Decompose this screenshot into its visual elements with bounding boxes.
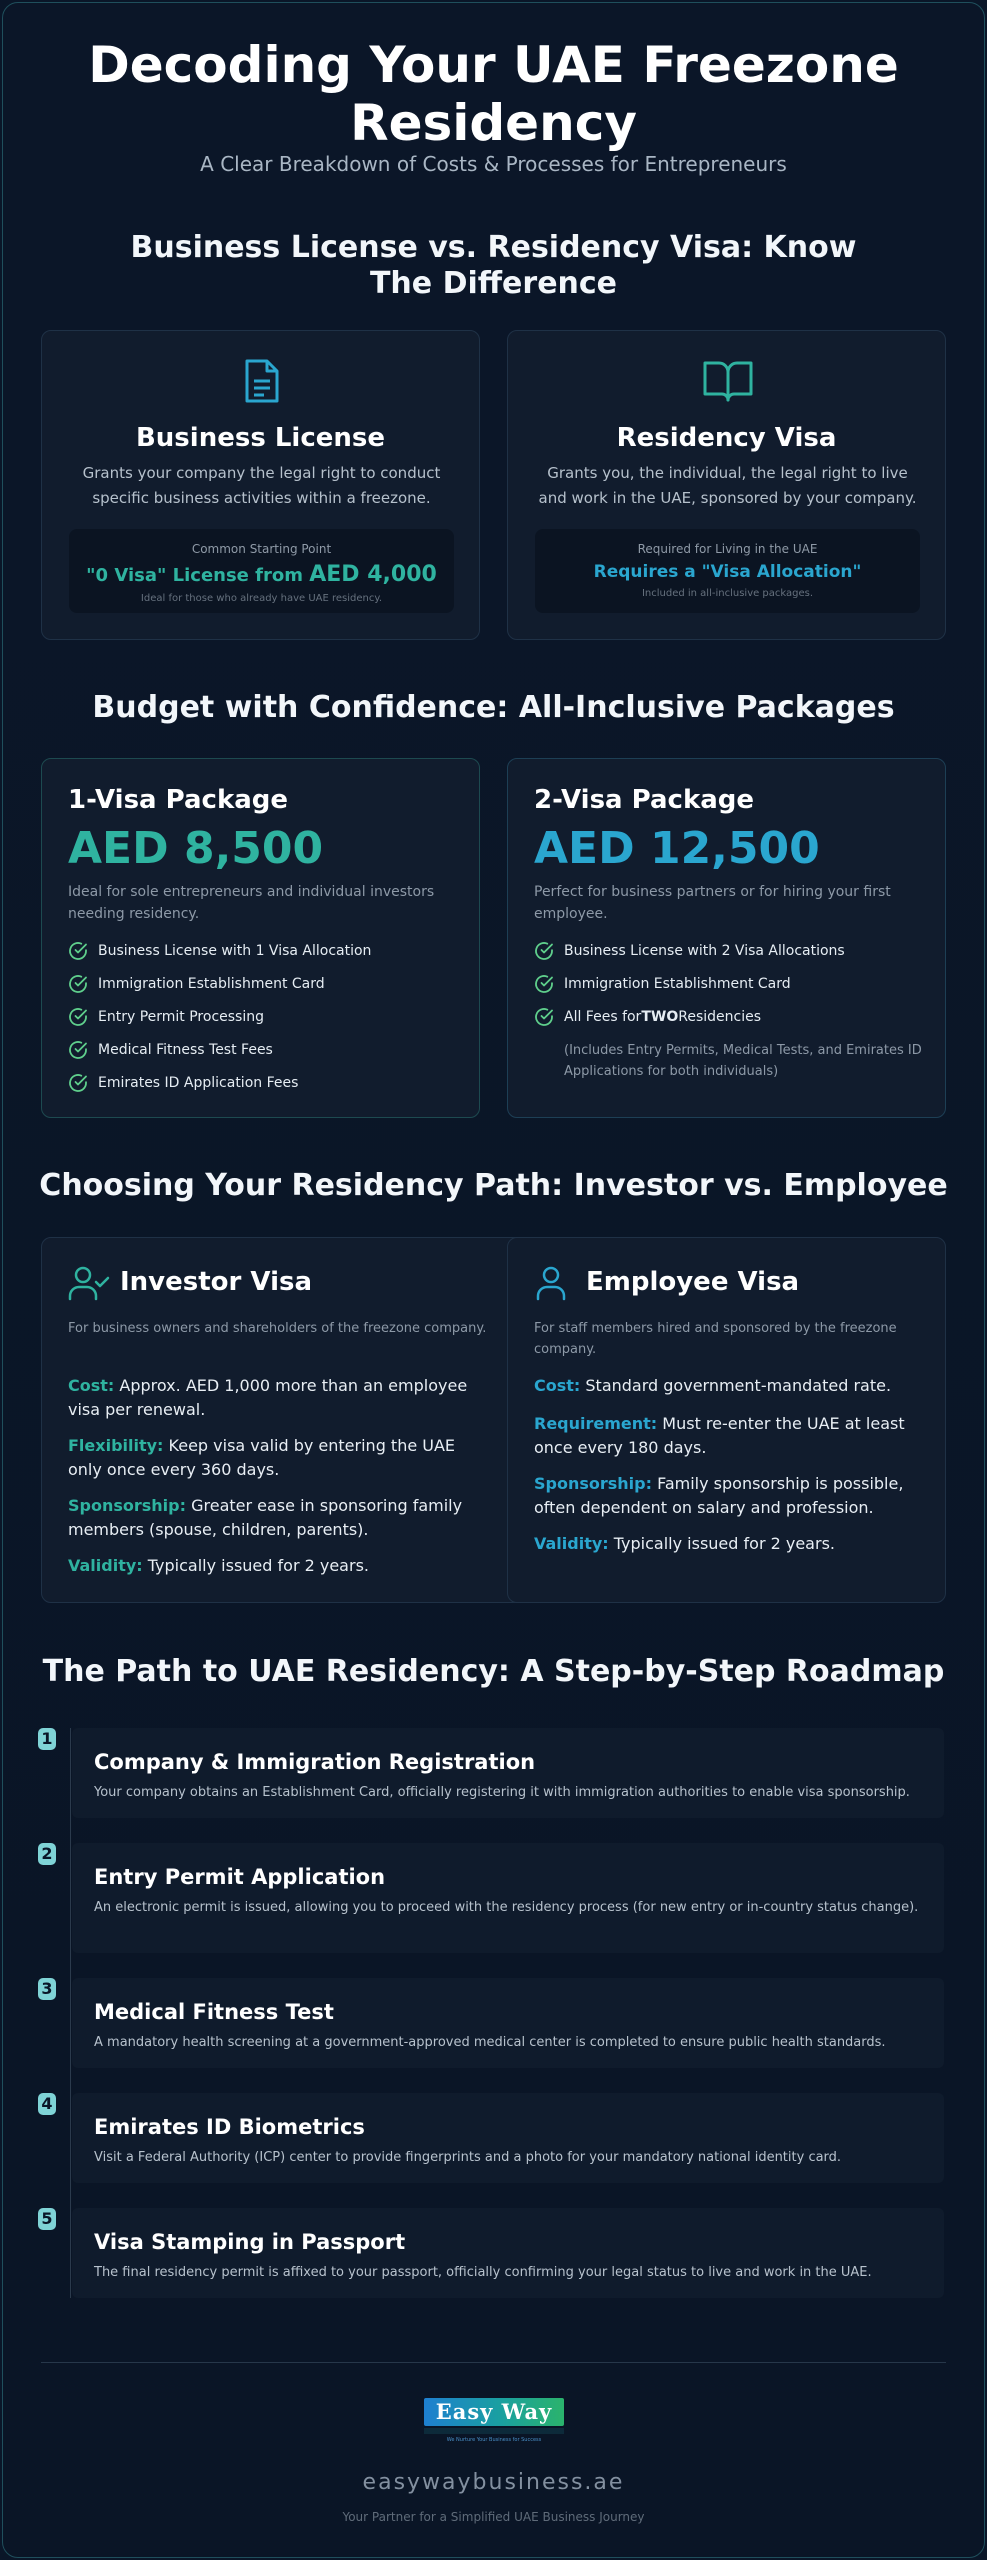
residency-visa-card (507, 330, 946, 640)
license-box-heading: Common Starting Point (191, 542, 332, 556)
investor-visa-title: Investor Visa (120, 1267, 313, 1297)
page-subtitle: A Clear Breakdown of Costs & Processes for Entrepreneurs (200, 152, 787, 176)
roadmap-step (72, 2093, 944, 2183)
logo-tagline: We Nurture Your Business for Success (446, 2437, 542, 2443)
step-desc: An electronic permit is issued, allowing you to proceed with the residency process (for new entry or in-country status change). (94, 1900, 919, 1915)
package-feature (68, 1040, 273, 1060)
license-starting-point-box (69, 529, 454, 613)
residency-visa-title: Residency Visa (616, 423, 837, 453)
investor-visa-card (41, 1237, 526, 1603)
package-feature (68, 1007, 264, 1027)
check-circle-icon (68, 941, 88, 961)
check-circle-icon (68, 974, 88, 994)
detail-text: Must re-enter the UAE at least once every 180 days. (534, 1414, 905, 1457)
license-box-price-line (69, 562, 454, 587)
company-logo (424, 2398, 564, 2448)
visa-box-requirement: Requires a "Visa Allocation" (593, 562, 862, 582)
step-desc: Visit a Federal Authority (ICP) center to provide fingerprints and a photo for your mandatory national identity card. (94, 2150, 842, 2165)
detail-text: Family sponsorship is possible, often dependent on salary and profession. (534, 1474, 904, 1517)
step-desc: Your company obtains an Establishment Card, officially registering it with immigration authorities to enable visa sponsorship. (94, 1785, 910, 1800)
visa-box-note: Included in all-inclusive packages. (641, 588, 814, 599)
detail-text: Standard government-mandated rate. (580, 1376, 892, 1395)
feature-label: Immigration Establishment Card (98, 976, 325, 992)
detail-label: Requirement: (534, 1414, 658, 1433)
detail-label: Cost: (534, 1376, 581, 1395)
detail-label: Sponsorship: (534, 1474, 653, 1493)
detail-item (534, 1412, 924, 1460)
detail-text: Typically issued for 2 years. (142, 1556, 369, 1575)
detail-item (534, 1374, 924, 1398)
budget-section-title: Budget with Confidence: All-Inclusive Packages (92, 690, 895, 725)
two-visa-package-card (507, 758, 946, 1118)
fee-suffix: Residencies (678, 1009, 761, 1025)
detail-item (68, 1494, 488, 1542)
detail-text: Greater ease in sponsoring family members (spouse, children, parents). (68, 1496, 463, 1539)
step-number-badge: 1 (38, 1728, 56, 1750)
detail-item (68, 1434, 488, 1482)
document-icon (242, 357, 282, 405)
license-box-price: AED 4,000 (309, 562, 437, 587)
detail-label: Validity: (534, 1534, 609, 1553)
one-visa-desc: Ideal for sole entrepreneurs and individual investors needing residency. (68, 884, 435, 922)
user-check-icon (68, 1266, 110, 1302)
step-title: Medical Fitness Test (94, 2000, 334, 2024)
difference-section-title: Business License vs. Residency Visa: Know The Difference (130, 230, 857, 301)
page-title: Decoding Your UAE Freezone Residency (88, 36, 899, 152)
employee-visa-title: Employee Visa (586, 1267, 800, 1297)
fee-bold: TWO (641, 1009, 679, 1025)
detail-label: Flexibility: (68, 1436, 164, 1455)
feature-label: Entry Permit Processing (98, 1009, 264, 1025)
employee-visa-desc: For staff members hired and sponsored by the freezone company. (534, 1321, 897, 1357)
open-book-icon (702, 359, 754, 403)
footer-tagline: Your Partner for a Simplified UAE Business Journey (342, 2510, 645, 2524)
check-circle-icon (68, 1040, 88, 1060)
detail-item (68, 1374, 488, 1422)
detail-label: Sponsorship: (68, 1496, 187, 1515)
step-desc: The final residency permit is affixed to your passport, officially confirming your legal status to live and work in the UAE. (94, 2265, 872, 2280)
step-title: Visa Stamping in Passport (94, 2230, 406, 2254)
roadmap-step (72, 2208, 944, 2298)
step-number-badge: 5 (38, 2208, 56, 2230)
check-circle-icon (534, 941, 554, 961)
detail-text: Approx. AED 1,000 more than an employee visa per renewal. (68, 1376, 468, 1419)
one-visa-title: 1-Visa Package (68, 785, 289, 815)
package-feature (68, 1073, 298, 1093)
feature-label: Business License with 2 Visa Allocations (564, 943, 845, 959)
roadmap-section-title: The Path to UAE Residency: A Step-by-Step Roadmap (42, 1654, 945, 1689)
roadmap-timeline-line (70, 1728, 71, 2298)
roadmap-step (72, 1843, 944, 1953)
check-circle-icon (534, 974, 554, 994)
package-feature (534, 974, 791, 994)
detail-item (534, 1532, 924, 1556)
step-number-badge: 4 (38, 2093, 56, 2115)
roadmap-step (72, 1978, 944, 2068)
license-box-note: Ideal for those who already have UAE residency. (140, 593, 383, 604)
step-number-badge: 2 (38, 1843, 56, 1865)
check-circle-icon (68, 1073, 88, 1093)
two-visa-title: 2-Visa Package (534, 785, 755, 815)
step-desc: A mandatory health screening at a government-approved medical center is completed to ensure public health standards. (94, 2035, 886, 2050)
step-title: Entry Permit Application (94, 1865, 386, 1889)
package-feature (68, 941, 371, 961)
package-feature (68, 974, 325, 994)
feature-label: Emirates ID Application Fees (98, 1075, 299, 1091)
residency-visa-desc: Grants you, the individual, the legal right to live and work in the UAE, sponsored by your company. (538, 464, 917, 507)
check-circle-icon (68, 1007, 88, 1027)
two-visa-price: AED 12,500 (534, 823, 820, 874)
detail-text: Keep visa valid by entering the UAE only once every 360 days. (68, 1436, 456, 1479)
investor-visa-desc: For business owners and shareholders of the freezone company. (68, 1321, 487, 1336)
visa-requirement-box (535, 529, 920, 613)
business-license-title: Business License (135, 423, 385, 453)
one-visa-package-card (41, 758, 480, 1118)
detail-label: Cost: (68, 1376, 115, 1395)
feature-label: Medical Fitness Test Fees (98, 1042, 273, 1058)
feature-label: Business License with 1 Visa Allocation (98, 943, 372, 959)
detail-label: Validity: (68, 1556, 143, 1575)
business-license-desc: Grants your company the legal right to conduct specific business activities within a freezone. (82, 464, 441, 507)
logo-wordmark: Easy Way (424, 2398, 564, 2426)
roadmap-step (72, 1728, 944, 1818)
fee-prefix: All Fees for (564, 1009, 642, 1025)
two-visa-note: (Includes Entry Permits, Medical Tests, and Emirates ID Applications for both individuals) (564, 1043, 922, 1079)
license-box-price-prefix: "0 Visa" License from (86, 565, 310, 586)
detail-item (68, 1554, 488, 1578)
employee-visa-card (507, 1237, 946, 1603)
visa-box-heading: Required for Living in the UAE (637, 542, 818, 556)
check-circle-icon (534, 1007, 554, 1027)
detail-item (534, 1472, 924, 1520)
step-number-badge: 3 (38, 1978, 56, 2000)
footer-divider (41, 2362, 946, 2363)
step-title: Emirates ID Biometrics (94, 2115, 365, 2139)
package-feature (534, 941, 845, 961)
one-visa-price: AED 8,500 (68, 823, 324, 874)
two-visa-feature-fees (534, 1007, 761, 1027)
footer-website-link[interactable]: easywaybusiness.ae (362, 2470, 625, 2495)
detail-text: Typically issued for 2 years. (608, 1534, 835, 1553)
feature-label: Immigration Establishment Card (564, 976, 791, 992)
two-visa-desc: Perfect for business partners or for hiring your first employee. (534, 884, 891, 922)
business-license-card (41, 330, 480, 640)
logo-bar (424, 2428, 564, 2434)
step-title: Company & Immigration Registration (94, 1750, 536, 1774)
user-icon (534, 1266, 568, 1302)
paths-section-title: Choosing Your Residency Path: Investor vs. Employee (39, 1168, 948, 1203)
